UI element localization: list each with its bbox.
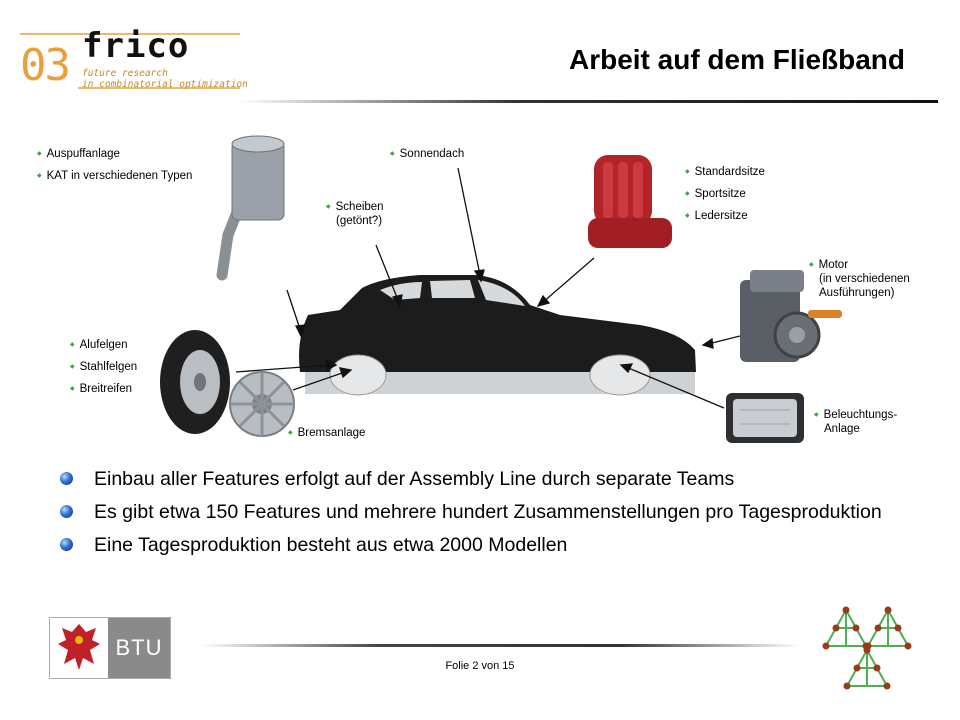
bullet-item: Es gibt etwa 150 Features und mehrere hundert Zusammenstellungen pro Tagesproduktion xyxy=(58,500,898,524)
logo-word: frico xyxy=(82,26,190,66)
label-windows: ◆ Scheiben xyxy=(326,200,384,214)
bullet-item: Einbau aller Features erfolgt auf der Assembly Line durch separate Teams xyxy=(58,467,898,491)
brake-labels xyxy=(288,422,365,444)
seat-image xyxy=(588,155,672,248)
btu-wordmark: BTU xyxy=(108,618,170,678)
slide-number: Folie 2 von 15 xyxy=(445,660,515,672)
wheel-labels xyxy=(70,334,137,400)
title-divider xyxy=(238,100,938,103)
exhaust-labels xyxy=(37,143,192,187)
seat-labels xyxy=(685,161,765,227)
page-title: Arbeit auf dem Fließband xyxy=(568,44,905,75)
label-alloy-rims: ◆ Alufelgen xyxy=(70,334,137,356)
label-leather-seats: ◆ Ledersitze xyxy=(685,205,765,227)
label-sunroof: ◆ Sonnendach xyxy=(390,143,464,165)
label-standard-seats: ◆ Standardsitze xyxy=(685,161,765,183)
logo-tagline-2: in combinatorial optimization xyxy=(82,79,248,90)
label-windows-tinted: (getönt?) xyxy=(336,215,383,227)
footer-divider xyxy=(200,644,800,647)
lighting-labels xyxy=(814,408,897,436)
engine-labels xyxy=(809,258,910,300)
brake-disc-image xyxy=(230,372,294,436)
label-sport-seats: ◆ Sportsitze xyxy=(685,183,765,205)
frico-logo xyxy=(20,26,248,92)
logo-number: 03 xyxy=(20,40,69,91)
label-engine-versions: Ausführungen) xyxy=(819,287,895,299)
label-steel-rims: ◆ Stahlfelgen xyxy=(70,356,137,378)
label-wide-tires: ◆ Breitreifen xyxy=(70,378,137,400)
label-catalyst: ◆ KAT in verschiedenen Typen xyxy=(37,165,192,187)
bullet-list xyxy=(58,467,898,566)
label-engine-variants: (in verschiedenen xyxy=(819,273,910,285)
label-lighting: ◆ Beleuchtungs- xyxy=(814,408,897,422)
logo-tagline-1: future research xyxy=(82,68,168,79)
exhaust-image xyxy=(222,136,284,275)
label-exhaust: ◆ Auspuffanlage xyxy=(37,143,192,165)
label-engine: ◆ Motor xyxy=(809,258,910,272)
label-lighting-system: Anlage xyxy=(824,423,860,435)
car-body-image xyxy=(299,275,696,395)
headlight-image xyxy=(726,393,804,443)
bullet-item: Eine Tagesproduktion besteht aus etwa 2000 Modellen xyxy=(58,533,898,557)
label-brakes: ◆ Bremsanlage xyxy=(288,422,365,444)
sunroof-labels xyxy=(390,143,464,165)
windows-labels xyxy=(326,200,384,228)
network-graph-icon xyxy=(818,606,918,690)
tire-image xyxy=(160,330,230,434)
